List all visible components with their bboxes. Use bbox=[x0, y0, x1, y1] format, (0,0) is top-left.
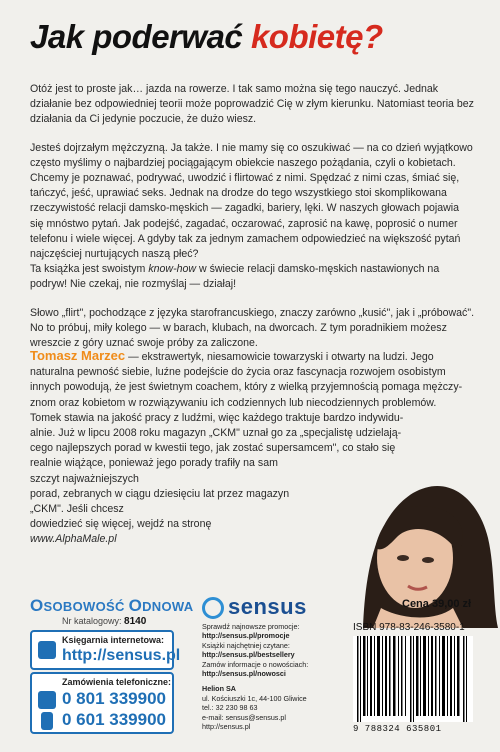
bio-line-5: alnie. Już w lipcu 2008 roku magazyn „CKM" uznał go za „specjalistę udzielają- bbox=[30, 427, 402, 440]
barcode bbox=[353, 636, 473, 722]
publisher-logo: sensus bbox=[202, 594, 307, 620]
title-part1: Jak poderwać bbox=[30, 18, 243, 55]
blurb bbox=[30, 82, 475, 364]
bio-line-4: Tomek stawia na jakość pracy z ludźmi, więc każdego traktuje bardzo indywidu- bbox=[30, 411, 404, 424]
title-part2: kobietę? bbox=[250, 18, 383, 55]
sensus-swirl-icon bbox=[202, 597, 224, 619]
price: Cena 39,00 zł bbox=[402, 598, 472, 610]
shop-box[interactable] bbox=[30, 630, 181, 670]
paragraph-main bbox=[30, 141, 475, 293]
paragraph-book-b: w świecie relacji damsko-męskich nastawionych na podryw! Nie czekaj, nie rozmyślaj — działaj! bbox=[30, 263, 440, 291]
phone-label: Zamówienia telefoniczne: bbox=[62, 677, 172, 687]
shop-label: Księgarnia internetowa: bbox=[62, 635, 165, 645]
phone-box bbox=[30, 672, 174, 734]
bio-line-3: znom oraz kobietom w rozwiązywaniu ich codziennych lub niecodziennych problemów. bbox=[30, 396, 437, 409]
phone-2[interactable]: 0 601 339900 bbox=[62, 710, 166, 729]
author-name: Tomasz Marzec bbox=[30, 348, 126, 363]
bio-line-0: Tomasz Marzec — ekstrawertyk, niesamowicie towarzyski i otwarty na ludzi. Jego bbox=[30, 348, 434, 363]
bio-line-1: naturalna pewność siebie, luźne podejście do życia oraz fascynacja rozwojem osobistym bbox=[30, 366, 446, 379]
bio-line-6: cego najlepszych porad w kwestii tego, jak zostać supersamcem", co stało się bbox=[30, 442, 396, 455]
paragraph-intro: Otóż jest to proste jak… jazda na rowerze. I tak samo można się tego nauczyć. Jednak działanie bez odpowiedniej teorii może poprowadzić Cię w złym kierunku. Natomiast teoria bez działania da Ci jedynie poczucie, że dużo wiesz. bbox=[30, 83, 474, 126]
bio-line-9: dowiedzieć się więcej, wejdź na stronę www.AlphaMale.pl bbox=[30, 518, 212, 546]
bio-line-7: realnie wiążące, ponieważ jego porady trafiły na sam szczyt najważniejszych bbox=[30, 457, 278, 485]
isbn: ISBN 978-83-246-3580-1 bbox=[353, 622, 465, 633]
catalog-number: Nr katalogowy: 8140 bbox=[62, 616, 147, 627]
paragraph-flirt: Słowo „flirt", pochodzące z języka starofrancuskiego, znaczy zarówno „kusić", jak i „próbować". No to próbuj, miły kolego — w barach, klubach, na dworcach. Z tym poradnikiem możesz wreszcie z góry uznać swoje próby za zaliczone. bbox=[30, 306, 475, 350]
bio-line-2: innych powodują, że jest świetnym coachem, który z wielką przyjemnością pomaga mężczy- bbox=[30, 381, 463, 394]
publisher-info: Sprawdź najnowsze promocje: http://sensus.pl/promocje Książki najchętniej czytane: http://sensus.pl/bestsellery Zamów informacje o nowościach: http://sensus.pl/nowosci Helion SA ul. Kościuszki 1c, 44-100 Gliwice tel.: 32 230 98 63 e-mail: sensus@sensus.pl http://sensus.pl bbox=[202, 622, 309, 732]
paragraph-main-text: Jesteś dojrzałym mężczyzną. Ja także. I nie mamy się co oszukiwać — na co dzień wyjątkowo często myślimy o najbardziej pociągającym obiekcie naszego pożądania, czyli o kobietach. Chcemy je poznawać, podrywać, uwodzić i flirtować z nimi. Spędzać z nimi czas, śmiać się, tańczyć, jeść, uprawiać seks. Jednak na drodze do tego wszystkiego stoi skomplikowana rzeczywistość relacji damsko-męskich — zagadki, bariery, lęki. W naszych głowach pojawia się mnóstwo pytań. Jak podejść, zagadać, oczarować, zaprosić na kawę, poprosić o numer telefonu i wiele więcej. A gdyby tak za jednym zamachem odpowiedzieć na większość pytań najczęściej nurtujących naszą płeć? bbox=[30, 141, 473, 261]
paragraph-book-a: Ta książka jest swoistym bbox=[30, 263, 146, 276]
phone-1[interactable]: 0 801 339900 bbox=[62, 689, 166, 708]
shop-url[interactable]: http://sensus.pl bbox=[62, 647, 181, 664]
cart-icon bbox=[38, 641, 56, 659]
mobile-icon bbox=[41, 712, 53, 730]
series-logo: OSOBOWOŚĆ ODNOWA bbox=[30, 596, 194, 615]
barcode-digits: 9 788324 635801 bbox=[353, 724, 442, 734]
book-title bbox=[30, 18, 383, 56]
bio-line-8: porad, zebranych w ciągu dziesięciu lat przez magazyn „CKM". Jeśli chcesz bbox=[30, 487, 290, 516]
author-website[interactable]: www.AlphaMale.pl bbox=[30, 533, 117, 546]
phone-icon bbox=[38, 691, 56, 709]
paragraph-book-knowhow: know-how bbox=[148, 263, 197, 276]
